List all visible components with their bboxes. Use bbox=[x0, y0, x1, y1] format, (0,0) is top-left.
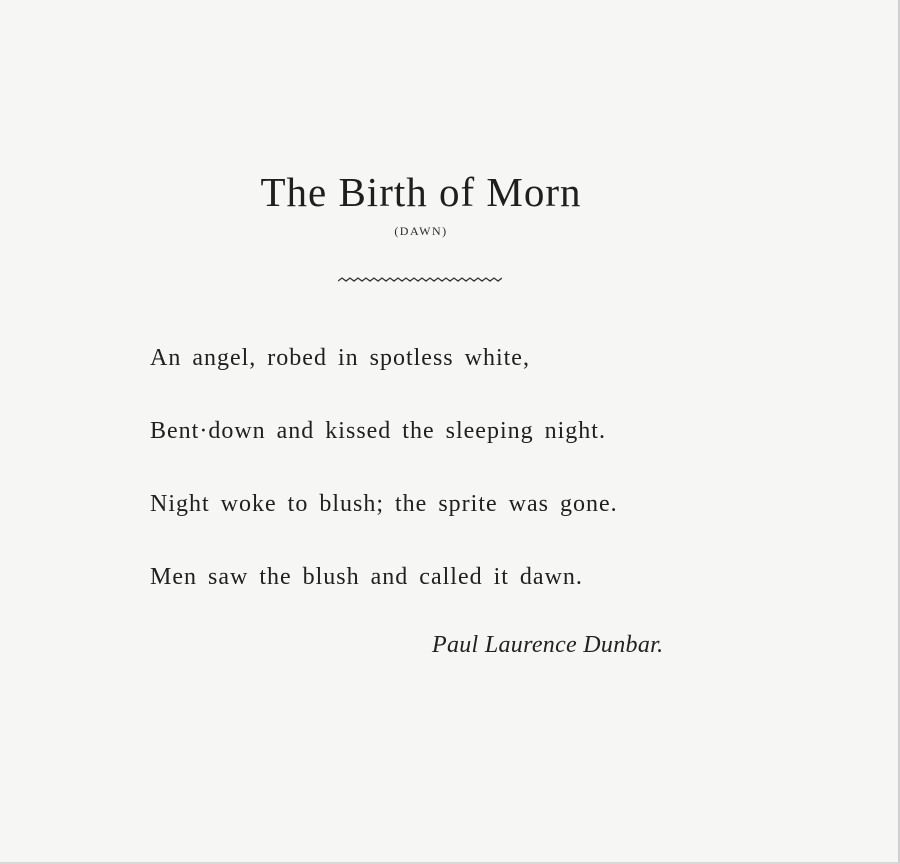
poem-subtitle: (DAWN) bbox=[394, 224, 448, 238]
poem-stanza bbox=[150, 340, 618, 632]
decorative-divider bbox=[338, 276, 502, 286]
poem-line: Men saw the blush and called it dawn. bbox=[150, 564, 583, 590]
poem-line: Bent·down and kissed the sleeping night. bbox=[150, 418, 606, 444]
poem-line: Night woke to blush; the sprite was gone. bbox=[150, 491, 618, 517]
poem-title: The Birth of Morn bbox=[260, 169, 582, 215]
poem-author: Paul Laurence Dunbar. bbox=[432, 632, 664, 658]
poem-line: An angel, robed in spotless white, bbox=[150, 345, 530, 371]
